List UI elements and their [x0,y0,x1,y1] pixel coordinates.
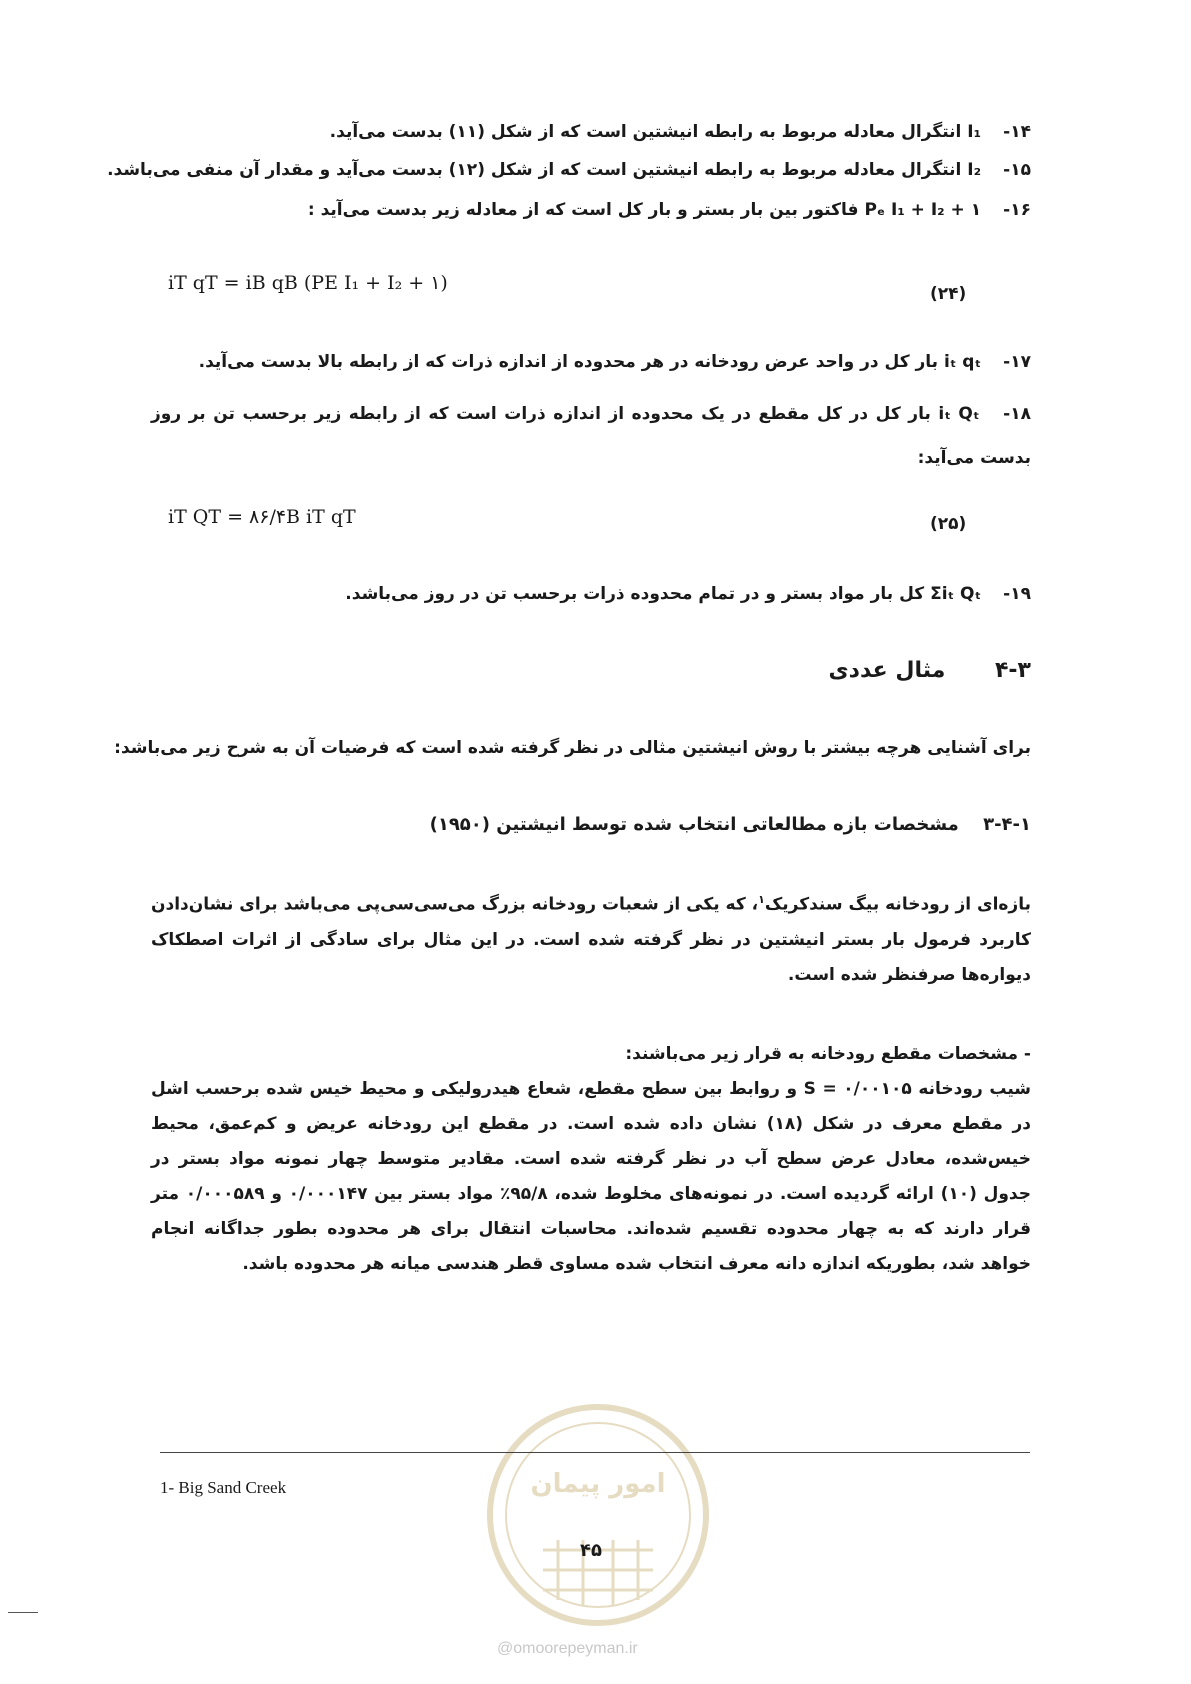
list-item-14 [330,122,1031,142]
equation-number-24: (۲۴) [930,284,967,304]
equation-number-25: (۲۵) [930,514,967,534]
item-text: Pₑ I₁ + I₂ + ۱ فاکتور بین بار بستر و بار کل است که از معادله زیر بدست می‌آید : [307,200,982,220]
edge-mark [8,1612,38,1613]
paragraph-text-end: ، که یکی از شعبات رودخانه بزرگ می‌سی‌سی‌پی می‌باشد برای نشان‌دادن کاربرد فرمول بار بستر انیشتین در نظر گرفته شده است. در این مثال برای سادگی از اثرات اصطکاک دیواره‌ها صرفنظر شده است. [151,894,1031,985]
watermark: @omoorepeyman.ir [497,1640,638,1657]
list-item-17 [199,352,1031,372]
item-text: iₜ qₜ بار کل در واحد عرض رودخانه در هر محدوده از اندازه ذرات که از رابطه بالا بدست می‌آید. [198,352,982,372]
section-title: مثال عددی [828,658,946,683]
item-text: iₜ Qₜ بار کل در کل مقطع در یک محدوده از اندازه ذرات است که از رابطه زیر برحسب تن بر روز بدست می‌آید: [151,404,1031,468]
subsection-heading [430,814,1031,835]
item-text: I₁ انتگرال معادله مربوط به رابطه انیشتین است که از شکل (۱۱) بدست می‌آید. [329,122,982,142]
section-label: - مشخصات مقطع رودخانه به قرار زیر می‌باشند: [625,1044,1031,1064]
item-text: Σiₜ Qₜ کل بار مواد بستر و در تمام محدوده ذرات برحسب تن در روز می‌باشد. [345,584,982,604]
subsection-number: ۳-۴-۱ [983,814,1031,835]
footnote-marker: ۱ [758,893,765,906]
subsection-title: مشخصات بازه مطالعاتی انتخاب شده توسط انیشتین (۱۹۵۰) [429,814,959,835]
stamp-text: امور پیمان [530,1469,666,1499]
intro-paragraph: برای آشنایی هرچه بیشتر با روش انیشتین مثالی در نظر گرفته شده است که فرضیات آن به شرح زیر می‌باشد: [114,738,1031,758]
footnote: 1- Big Sand Creek [160,1478,287,1497]
item-text: I₂ انتگرال معادله مربوط به رابطه انیشتین است که از شکل (۱۲) بدست می‌آید و مقدار آن منفی می‌باشد. [107,160,982,180]
list-item-16 [308,200,1031,220]
paragraph-river-section: شیب رودخانه S = ۰/۰۰۱۰۵ و روابط بین سطح مقطع، شعاع هیدرولیکی و محیط خیس شده برحسب اشل در مقطع معرف در شکل (۱۸) نشان داده شده است. در مقطع این رودخانه عریض و کم‌عمق، محیط خیس‌شده، معادل عرض سطح آب در نظر گرفته شده است. مقادیر متوسط چهار نمونه مواد بستر در جدول (۱۰) ارائه گردیده است. در نمونه‌های مخلوط شده، ۹۵/۸٪ مواد بستر بین ۰/۰۰۰۱۴۷ و ۰/۰۰۰۵۸۹ متر قرار دارند که به چهار محدوده تقسیم شده‌اند. محاسبات انتقال برای هر محدوده بطور جداگانه انجام خواهد شد، بطوریکه اندازه دانه معرف انتخاب شده مساوی قطر هندسی میانه هر محدوده باشد. [151,1079,1031,1274]
item-number: ۱۹- [1003,584,1031,604]
page-number: ۴۵ [580,1540,602,1561]
section-number: ۴-۳ [995,658,1031,683]
stamp-seal-icon [483,1400,713,1630]
item-number: ۱۸- [1003,404,1031,424]
list-item-19 [345,584,1031,604]
item-number: ۱۴- [1003,122,1031,142]
item-number: ۱۵- [1003,160,1031,180]
footnote-divider [160,1452,1030,1453]
paragraph-study-reach [151,882,1031,993]
list-item-15 [107,160,1031,180]
paragraph-text-start: بازه‌ای از رودخانه بیگ سندکریک [764,894,1031,915]
equation-25: iT QT = ۸۶/۴B iT qT [168,506,356,528]
item-number: ۱۶- [1003,200,1031,220]
list-item-18 [151,392,1031,480]
section-heading [829,658,1031,683]
equation-24: iT qT = iB qB (PE I₁ + I₂ + ۱) [168,272,448,294]
item-number: ۱۷- [1003,352,1031,372]
